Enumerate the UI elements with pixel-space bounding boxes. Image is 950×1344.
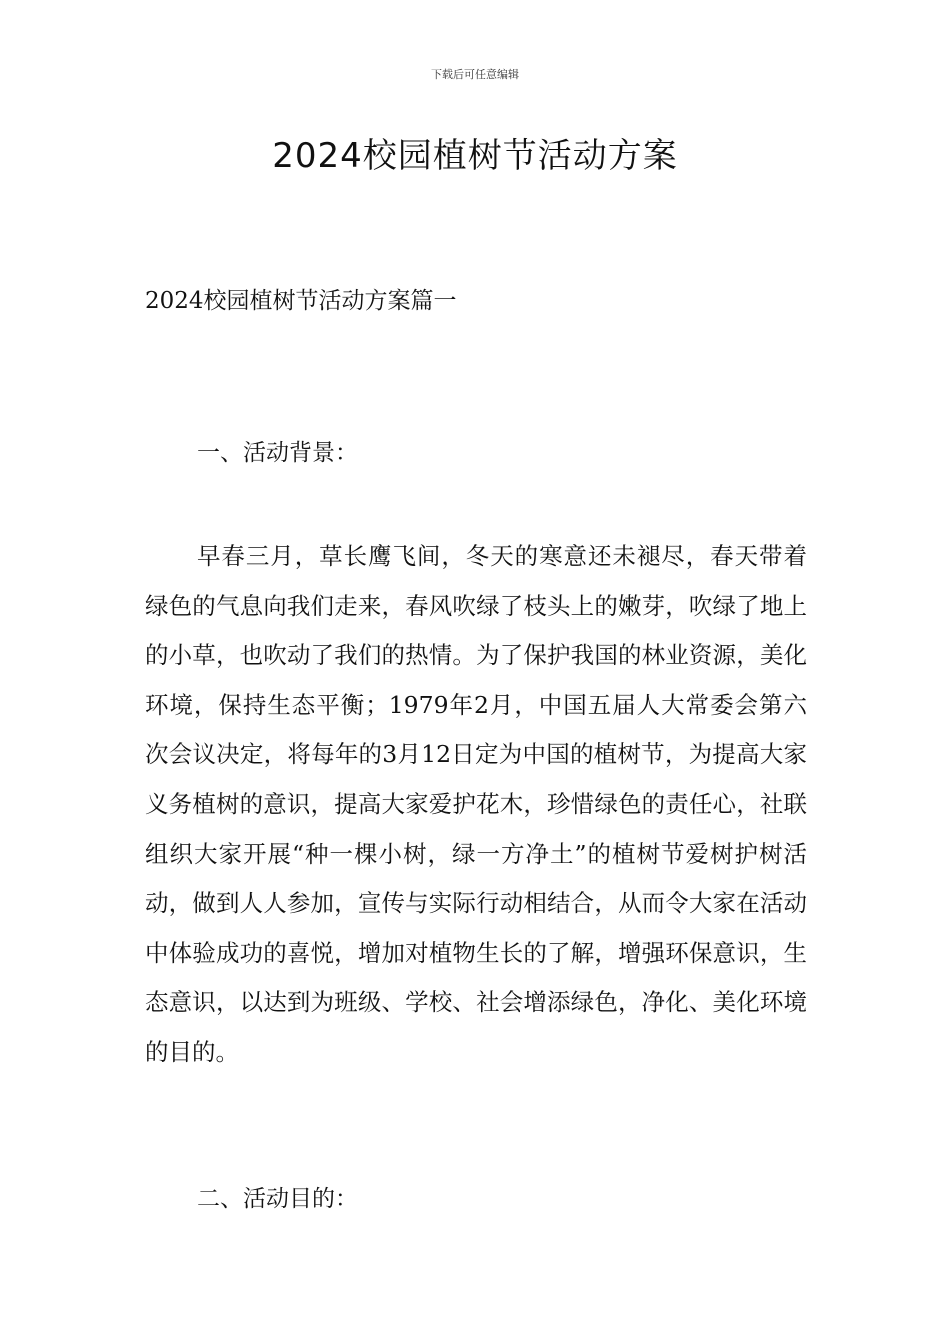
section-heading-purpose: 二、活动目的： xyxy=(197,1186,358,1212)
header-note: 下载后可任意编辑 xyxy=(431,68,519,81)
document-subtitle: 2024校园植树节活动方案篇一 xyxy=(145,288,457,314)
document-title: 2024校园植树节活动方案 xyxy=(272,136,678,176)
background-paragraph: 早春三月，草长鹰飞间，冬天的寒意还未褪尽，春天带着绿色的气息向我们走来，春风吹绿了枝头上的嫩芽，吹绿了地上的小草，也吹动了我们的热情。为了保护我国的林业资源，美化环境，保持生态平衡；1979年2月，中国五届人大常委会第六次会议决定，将每年的3月12日定为中国的植树节，为提高大家义务植树的意识，提高大家爱护花木，珍惜绿色的责任心，社联组织大家开展“种一棵小树，绿一方净土”的植树节爱树护树活动，做到人人参加，宣传与实际行动相结合，从而令大家在活动中体验成功的喜悦，增加对植物生长的了解，增强环保意识，生态意识，以达到为班级、学校、社会增添绿色，净化、美化环境的目的。 xyxy=(145,542,807,1066)
section-heading-background: 一、活动背景： xyxy=(197,440,358,466)
